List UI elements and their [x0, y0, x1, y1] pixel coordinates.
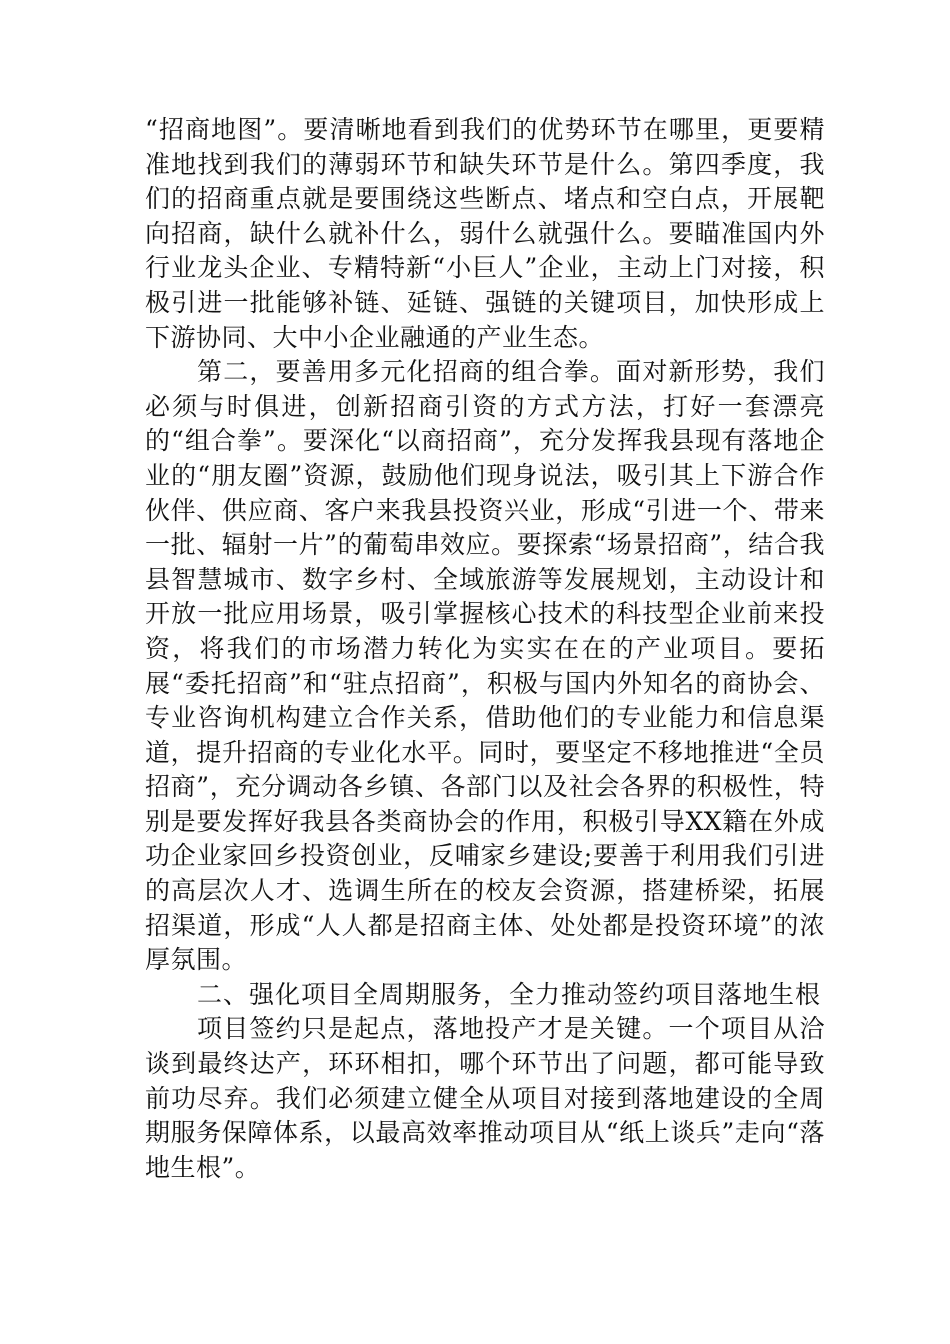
body-paragraph-2: 第二，要善用多元化招商的组合拳。面对新形势，我们必须与时俱进，创新招商引资的方式方法，打好一套漂亮的“组合拳”。要深化“以商招商”，充分发挥我县现有落地企业的“朋友圈”资源，鼓励他们现身说法，吸引其上下游合作伙伴、供应商、客户来我县投资兴业，形成“引进一个、带来一批、辐射一片”的葡萄串效应。要探索“场景招商”，结合我县智慧城市、数字乡村、全域旅游等发展规划，主动设计和开放一批应用场景，吸引掌握核心技术的科技型企业前来投资，将我们的市场潜力转化为实实在在的产业项目。要拓展“委托招商”和“驻点招商”，积极与国内外知名的商协会、专业咨询机构建立合作关系，借助他们的专业能力和信息渠道，提升招商的专业化水平。同时，要坚定不移地推进“全员招商”，充分调动各乡镇、各部门以及社会各界的积极性，特别是要发挥好我县各类商协会的作用，积极引导XX籍在外成功企业家回乡投资创业，反哺家乡建设;要善于利用我们引进的高层次人才、选调生所在的校友会资源，搭建桥梁，拓展招渠道，形成“人人都是招商主体、处处都是投资环境”的浓厚氛围。: [145, 357, 825, 975]
section-heading: 二、强化项目全周期服务，全力推动签约项目落地生根: [197, 979, 822, 1009]
document-body: [145, 113, 825, 1185]
body-paragraph-3: 项目签约只是起点，落地投产才是关键。一个项目从洽谈到最终达产，环环相扣，哪个环节出了问题，都可能导致前功尽弃。我们必须建立健全从项目对接到落地建设的全周期服务保障体系，以最高效率推动项目从“纸上谈兵”走向“落地生根”。: [145, 1014, 825, 1182]
body-paragraph-1: “招商地图”。要清晰地看到我们的优势环节在哪里，更要精准地找到我们的薄弱环节和缺失环节是什么。第四季度，我们的招商重点就是要围绕这些断点、堵点和空白点，开展靶向招商，缺什么就补什么，弱什么就强什么。要瞄准国内外行业龙头企业、专精特新“小巨人”企业，主动上门对接，积极引进一批能够补链、延链、强链的关键项目，加快形成上下游协同、大中小企业融通的产业生态。: [145, 115, 825, 352]
